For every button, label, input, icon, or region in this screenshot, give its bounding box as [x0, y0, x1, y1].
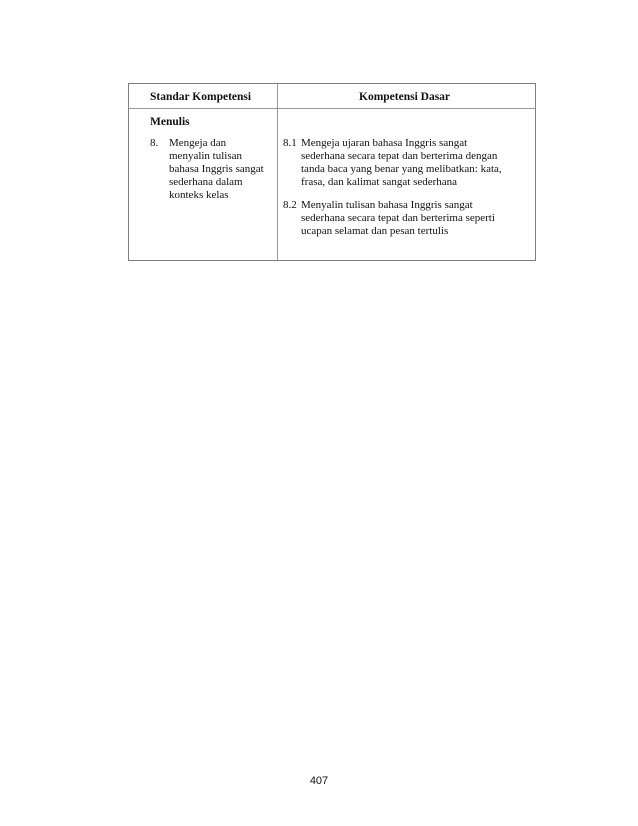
sk-line: konteks kelas — [169, 189, 229, 201]
sk-line: sederhana dalam — [169, 176, 243, 188]
kd-line: Mengeja ujaran bahasa Inggris sangat — [301, 137, 468, 149]
standar-kompetensi-text — [169, 137, 277, 202]
page-number: 407 — [309, 775, 329, 787]
kompetensi-dasar-number: 8.1 — [283, 137, 297, 149]
sk-line: menyalin tulisan — [169, 150, 243, 162]
header-standar-kompetensi: Standar Kompetensi — [150, 91, 252, 103]
kompetensi-dasar-text — [301, 199, 535, 238]
sk-line: Mengeja dan — [169, 137, 227, 149]
kd-line: ucapan selamat dan pesan tertulis — [301, 225, 449, 237]
table-header-row — [129, 84, 535, 109]
sk-line: bahasa Inggris sangat — [169, 163, 264, 175]
kd-line: frasa, dan kalimat sangat sederhana — [301, 176, 458, 188]
competency-table — [128, 83, 536, 261]
header-kompetensi-dasar: Kompetensi Dasar — [359, 91, 451, 103]
kompetensi-dasar-number: 8.2 — [283, 199, 297, 211]
kd-line: tanda baca yang benar yang melibatkan: kata, — [301, 163, 502, 175]
standar-kompetensi-number: 8. — [150, 137, 159, 149]
section-label: Menulis — [150, 116, 190, 128]
kompetensi-dasar-text — [301, 137, 535, 189]
column-divider — [277, 84, 278, 260]
kd-line: sederhana secara tepat dan berterima seperti — [301, 212, 495, 224]
kd-line: sederhana secara tepat dan berterima dengan — [301, 150, 498, 162]
kd-line: Menyalin tulisan bahasa Inggris sangat — [301, 199, 473, 211]
